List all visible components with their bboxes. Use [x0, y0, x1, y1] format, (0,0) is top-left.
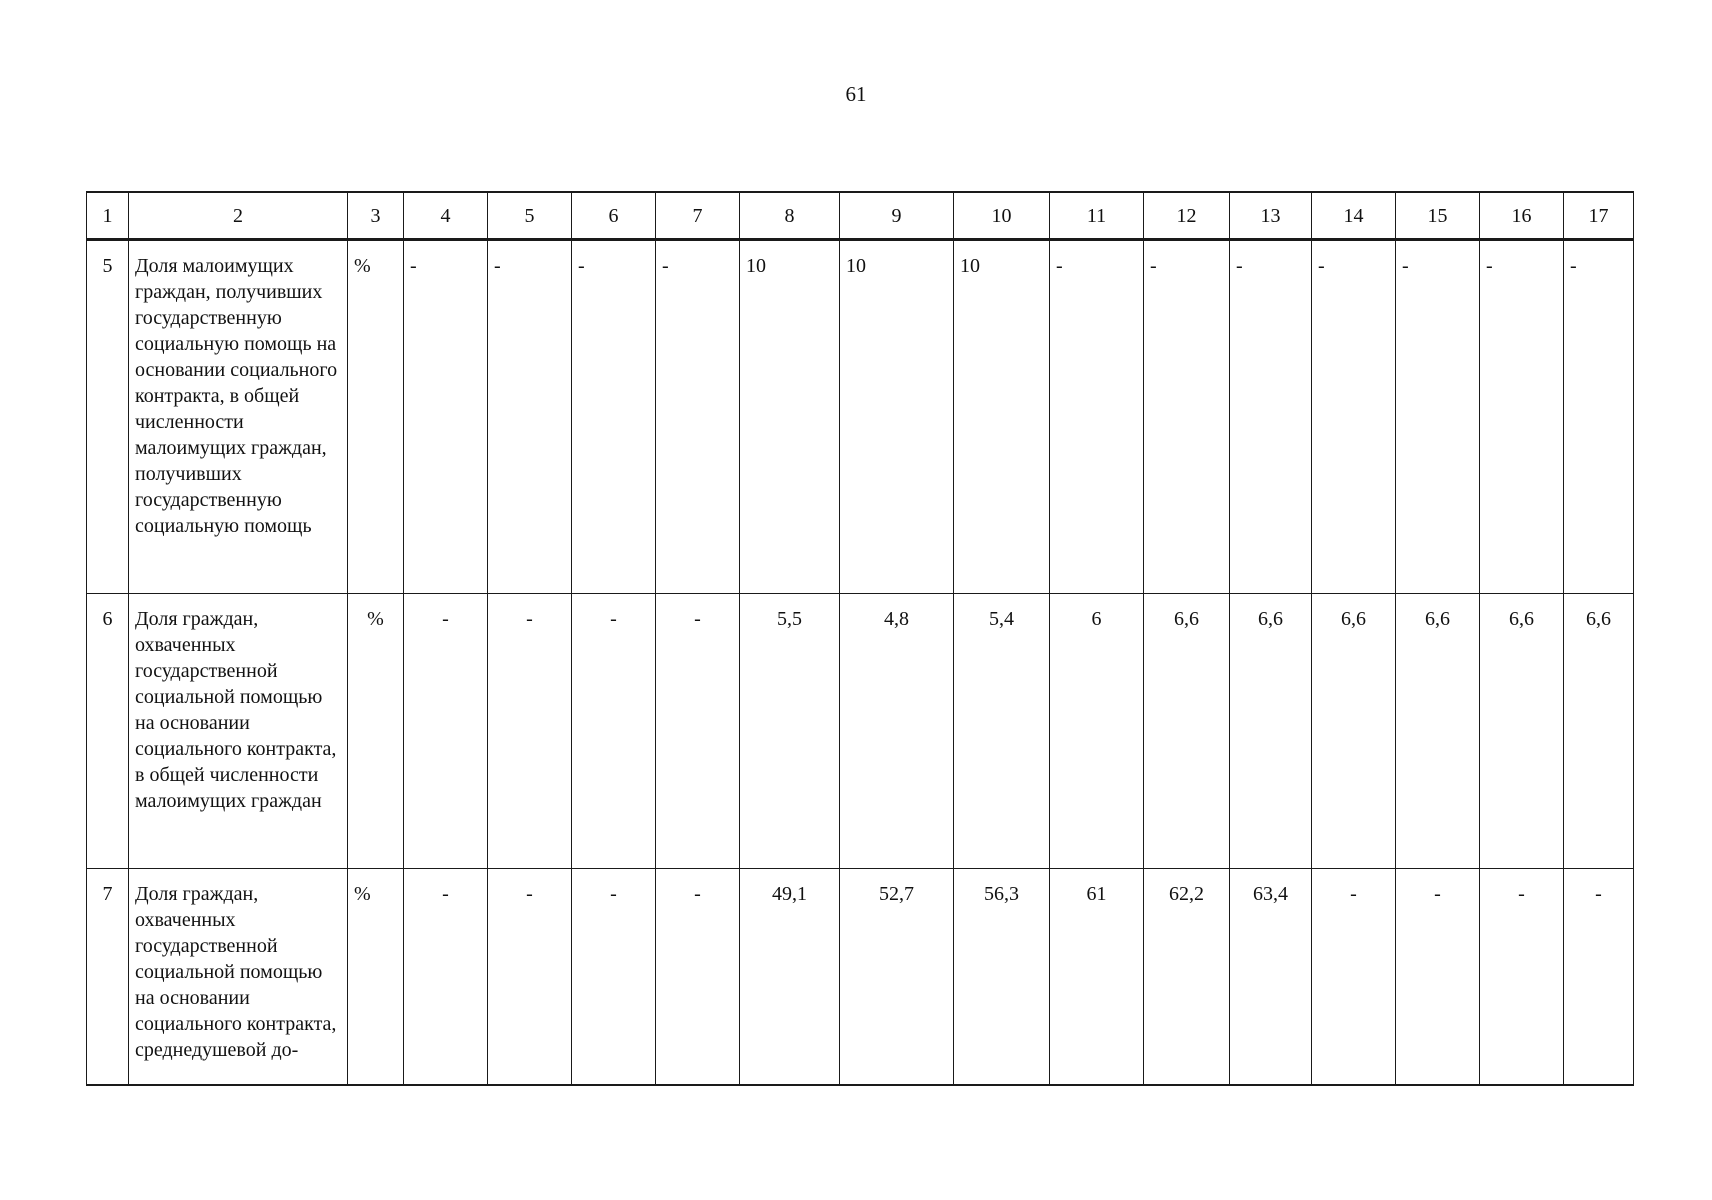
value-cell: 6,6: [1396, 594, 1480, 869]
value-cell: -: [1312, 240, 1396, 594]
value-cell: -: [404, 240, 488, 594]
value-cell: -: [572, 869, 656, 1086]
header-cell: 9: [840, 192, 954, 240]
value-cell: -: [1480, 869, 1564, 1086]
row-number: 5: [87, 240, 129, 594]
value-cell: 10: [740, 240, 840, 594]
value-cell: 6,6: [1564, 594, 1634, 869]
value-cell: -: [1144, 240, 1230, 594]
unit-cell: %: [348, 240, 404, 594]
indicator-name: Доля граждан, охваченных государственной социальной помощью на основании социального контракта, в общей численности малоимущих граждан: [129, 594, 348, 869]
value-cell: -: [1396, 869, 1480, 1086]
header-cell: 14: [1312, 192, 1396, 240]
value-cell: -: [488, 240, 572, 594]
value-cell: -: [1396, 240, 1480, 594]
header-cell: 3: [348, 192, 404, 240]
header-cell: 7: [656, 192, 740, 240]
value-cell: -: [404, 594, 488, 869]
value-cell: -: [1480, 240, 1564, 594]
value-cell: -: [572, 240, 656, 594]
indicator-name: Доля граждан, охваченных государственной социальной помощью на основании социального контракта, среднедушевой до-: [129, 869, 348, 1086]
value-cell: -: [404, 869, 488, 1086]
indicator-table: [86, 191, 1634, 1086]
value-cell: 6: [1050, 594, 1144, 869]
table-row: [87, 594, 1634, 869]
value-cell: -: [1230, 240, 1312, 594]
value-cell: -: [488, 594, 572, 869]
value-cell: 5,4: [954, 594, 1050, 869]
value-cell: 6,6: [1480, 594, 1564, 869]
value-cell: 62,2: [1144, 869, 1230, 1086]
value-cell: -: [488, 869, 572, 1086]
value-cell: -: [656, 594, 740, 869]
row-number: 6: [87, 594, 129, 869]
header-cell: 6: [572, 192, 656, 240]
row-number: 7: [87, 869, 129, 1086]
table-row: [87, 240, 1634, 594]
value-cell: 6,6: [1312, 594, 1396, 869]
value-cell: 6,6: [1230, 594, 1312, 869]
page-number: 61: [845, 82, 867, 106]
value-cell: 49,1: [740, 869, 840, 1086]
value-cell: -: [572, 594, 656, 869]
value-cell: 56,3: [954, 869, 1050, 1086]
header-cell: 1: [87, 192, 129, 240]
unit-cell: %: [348, 594, 404, 869]
indicator-name: Доля малоимущих граждан, получивших государственную социальную помощь на основании социального контракта, в общей численности малоимущих граждан, получивших государственную социальную помощь: [129, 240, 348, 594]
unit-cell: %: [348, 869, 404, 1086]
value-cell: -: [656, 240, 740, 594]
value-cell: 6,6: [1144, 594, 1230, 869]
value-cell: -: [1564, 869, 1634, 1086]
value-cell: 10: [840, 240, 954, 594]
value-cell: 4,8: [840, 594, 954, 869]
header-cell: 5: [488, 192, 572, 240]
value-cell: 10: [954, 240, 1050, 594]
header-cell: 11: [1050, 192, 1144, 240]
header-cell: 13: [1230, 192, 1312, 240]
table-row: [87, 869, 1634, 1086]
header-cell: 10: [954, 192, 1050, 240]
table-header-row: [87, 192, 1634, 240]
value-cell: -: [1312, 869, 1396, 1086]
header-cell: 17: [1564, 192, 1634, 240]
value-cell: 5,5: [740, 594, 840, 869]
value-cell: -: [1050, 240, 1144, 594]
header-cell: 2: [129, 192, 348, 240]
header-cell: 12: [1144, 192, 1230, 240]
header-cell: 15: [1396, 192, 1480, 240]
value-cell: 63,4: [1230, 869, 1312, 1086]
value-cell: -: [1564, 240, 1634, 594]
value-cell: 61: [1050, 869, 1144, 1086]
header-cell: 16: [1480, 192, 1564, 240]
value-cell: 52,7: [840, 869, 954, 1086]
value-cell: -: [656, 869, 740, 1086]
header-cell: 8: [740, 192, 840, 240]
header-cell: 4: [404, 192, 488, 240]
